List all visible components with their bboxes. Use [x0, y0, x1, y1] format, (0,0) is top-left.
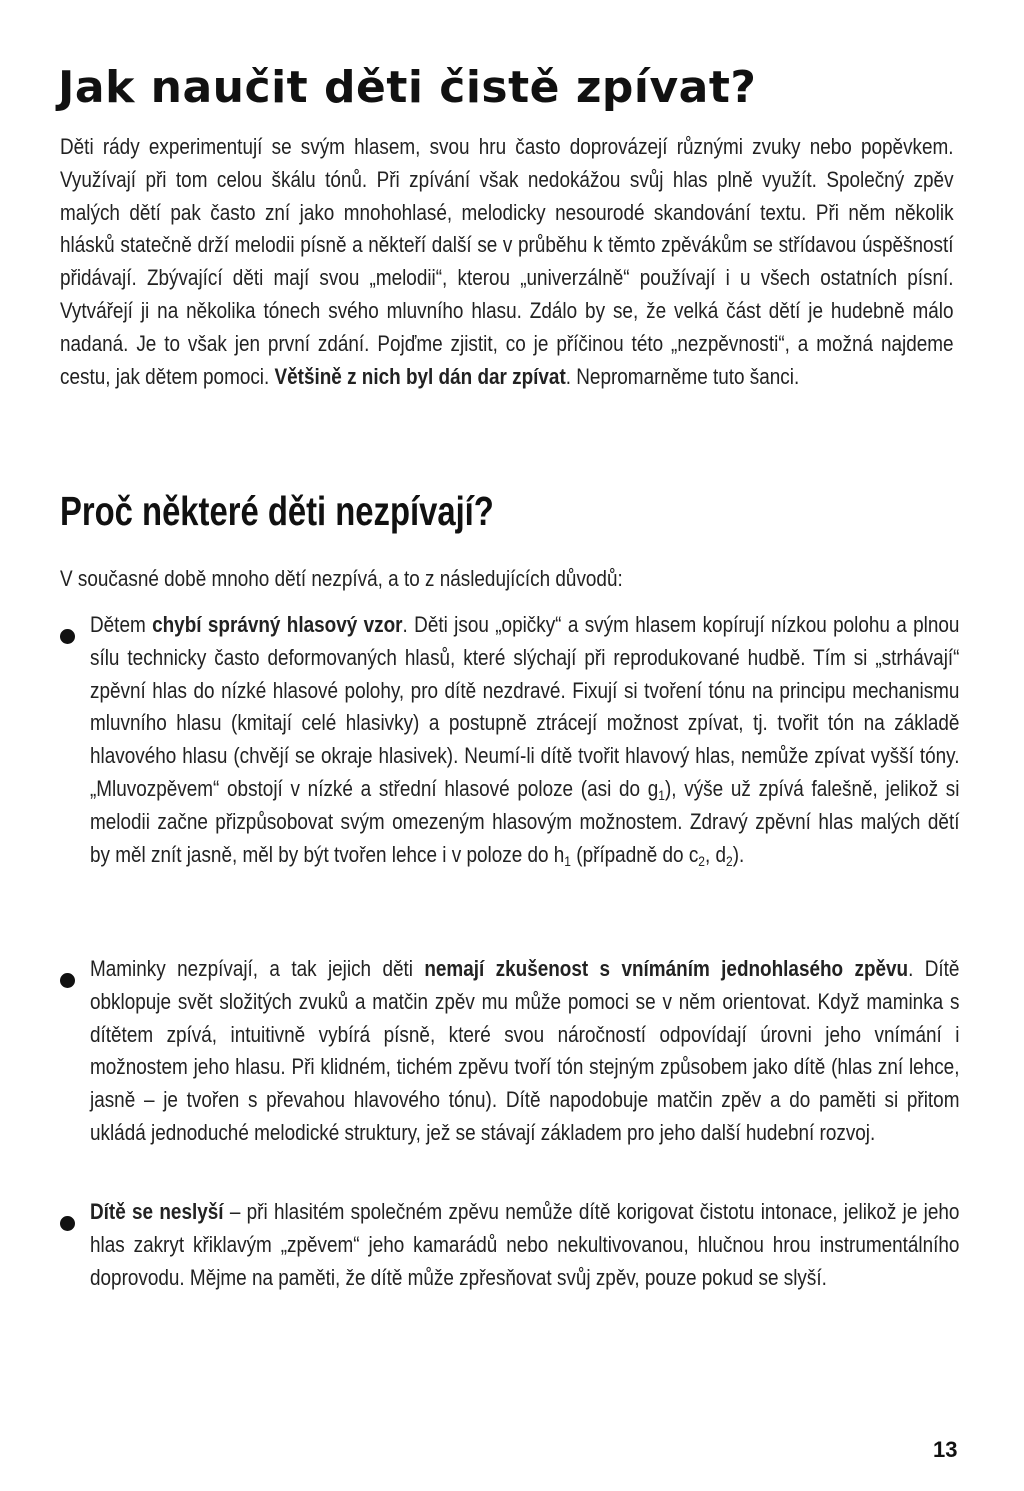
- list-item-text: [90, 609, 959, 871]
- page-number: 13: [933, 1437, 958, 1462]
- list-item-text: [90, 953, 959, 1150]
- intro-text: Děti rády experimentují se svým hlasem, svou hru často doprovázejí různými zvuky nebo popěvkem. Využívají při tom celou škálu tónů. Při zpívání však nedokážou svůj hlas plně využít. Společný zpěv malých dětí pak často zní jako mnohohlasé, melodicky nesourodé skandování textu. Při něm několik hlásků statečně drží melodii písně a někteří další se v průběhu k těmto zpěvákům se střídavou úspěšností přidávají. Zbývající děti mají svou „melodii“, kterou „univerzálně“ používají i u všech ostatních písní. Vytvářejí ji na několika tónech svého mluvního hlasu. Zdálo by se, že velká část dětí je hudebně málo nadaná. Je to však jen první zdání. Pojďme zjistit, co je příčinou této „nezpěvnosti“, a možná najdeme cestu, jak dětem pomoci.: [60, 134, 954, 389]
- subscript: 2: [726, 852, 733, 869]
- list-item-emphasis: Dítě se neslyší: [90, 1199, 224, 1224]
- section-lead: V současné době mnoho dětí nezpívá, a to z následujících důvodů:: [60, 566, 623, 591]
- list-item-text-part: (případně do c: [571, 841, 699, 867]
- subscript: 1: [658, 786, 665, 803]
- bullet-icon: [60, 973, 75, 988]
- list-item-text-start: Dětem: [90, 612, 153, 637]
- subscript: 2: [698, 852, 705, 869]
- bullet-icon: [60, 629, 75, 644]
- list-item-text-part: . Děti jsou „opičky“ a svým hlasem kopírují nízkou polohu a plnou sílu technicky často deformovaných hlasů, které slýchají při reprodukované hudbě. Tím si „strhávají“ zpěvní hlas do nízké hlasové polohy, pro dítě nezdravé. Fixují si tvoření tónu na principu mechanismu mluvního hlasu (kmitají celé hlasivky) a postupně ztrácejí možnost zpívat, tj. tvořit tón na základě hlavového hlasu (chvějí se okraje hlasivek). Neumí-li dítě tvořit hlavový hlas, nemůže zpívat vyšší tóny. „Mluvozpěvem“ obstojí v nízké a střední hlasové poloze (asi do g: [90, 612, 960, 801]
- list-item-emphasis: chybí správný hlasový vzor: [152, 612, 403, 637]
- list-item-text: [90, 1196, 959, 1294]
- page-title: Jak naučit děti čistě zpívat?: [58, 62, 757, 113]
- intro-text-end: . Nepromarněme tuto šanci.: [565, 363, 800, 389]
- intro-emphasis: Většině z nich byl dán dar zpívat: [274, 363, 566, 389]
- list-item-text-part: . Dítě obklopuje svět složitých zvuků a matčin zpěv mu může pomoci se v něm orientovat. Když maminka s dítětem zpívá, intuitivně vybírá písně, které svou náročností odpovídají úrovni jeho vnímání i možnostem jeho hlasu. Při klidném, tichém zpěvu tvoří tón stejným způsobem jako dítě (hlas zní lehce, jasně – je tvořen s převahou hlavového tónu). Dítě napodobuje matčin zpěv a do paměti si přitom ukládá jednoduché melodické struktury, jež se stávají základem pro jeho další hudební rozvoj.: [90, 956, 960, 1145]
- bullet-icon: [60, 1216, 75, 1231]
- section-title: Proč některé děti nezpívají?: [60, 488, 494, 534]
- intro-paragraph: [60, 131, 954, 393]
- list-item-text-part: – při hlasitém společném zpěvu nemůže dítě korigovat čistotu intonace, jelikož je jeho hlas zakryt křiklavým „zpěvem“ jeho kamarádů nebo nekultivovanou, hlučnou hrou instrumentálního doprovodu. Mějme na paměti, že dítě může zpřesňovat svůj zpěv, pouze pokud se slyší.: [90, 1199, 960, 1290]
- list-item-text-part: , d: [704, 841, 727, 867]
- list-item-emphasis: nemají zkušenost s vnímáním jednohlasého zpěvu: [424, 956, 909, 981]
- list-item-text-part: ).: [732, 841, 745, 867]
- subscript: 1: [564, 852, 572, 869]
- list-item-text-start: Maminky nezpívají, a tak jejich děti: [90, 956, 425, 981]
- list-item-text-part: ), výše už zpívá falešně, jelikož si melodii začne přizpůsobovat svým omezeným hlasovým možnostem. Zdravý zpěvní hlas malých dětí by měl znít jasně, měl by být tvořen lehce i v poloze do h: [90, 775, 960, 867]
